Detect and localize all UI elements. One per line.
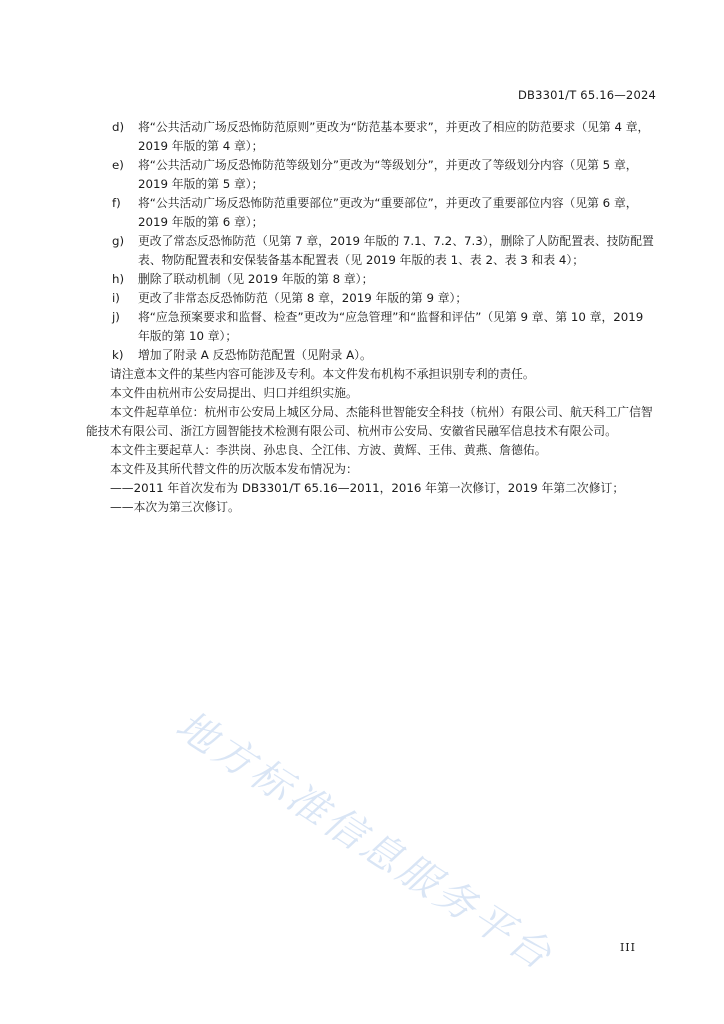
drafting-units: 本文件起草单位：杭州市公安局上城区分局、杰能科世智能安全科技（杭州）有限公司、航天科工广信智能技术有限公司、浙江方圆智能技术检测有限公司、杭州市公安局、安徽省民融军信息技术有限公司。	[86, 405, 653, 438]
item-label: k)	[112, 348, 124, 362]
item-text: 将“应急预案要求和监督、检查”更改为“应急管理”和“监督和评估”（见第 9 章、第 10 章，2019 年版的第 10 章）；	[138, 310, 644, 343]
item-text: 将“公共活动广场反恐怖防范原则”更改为“防范基本要求”，并更改了相应的防范要求（见第 4 章，2019 年版的第 4 章）；	[138, 120, 650, 153]
document-id: DB3301/T 65.16—2024	[517, 88, 656, 102]
item-label: i)	[112, 291, 120, 305]
list-item	[86, 346, 658, 365]
history-item: ——2011 年首次发布为 DB3301/T 65.16—2011，2016 年第一次修订，2019 年第二次修订；	[110, 481, 625, 495]
item-text: 更改了非常态反恐怖防范（见第 8 章，2019 年版的第 9 章）；	[138, 291, 468, 305]
drafters: 本文件主要起草人：李洪岗、孙忠良、仝江伟、方波、黄辉、王伟、黄燕、詹德佑。	[110, 443, 547, 457]
list-item	[86, 289, 658, 308]
document-body	[86, 118, 658, 517]
item-text: 将“公共活动广场反恐怖防范等级划分”更改为“等级划分”，并更改了等级划分内容（见第 5 章，2019 年版的第 5 章）；	[138, 158, 638, 191]
item-text: 删除了联动机制（见 2019 年版的第 8 章）；	[138, 272, 374, 286]
watermark: 地方标准信息服务平台	[167, 702, 562, 981]
history-intro: 本文件及其所代替文件的历次版本发布情况为：	[110, 462, 358, 476]
list-item	[86, 308, 658, 346]
item-label: h)	[112, 272, 125, 286]
item-label: d)	[112, 120, 125, 134]
patent-notice: 请注意本文件的某些内容可能涉及专利。本文件发布机构不承担识别专利的责任。	[110, 367, 535, 381]
item-label: f)	[112, 196, 121, 210]
item-label: j)	[112, 310, 120, 324]
proposer-statement: 本文件由杭州市公安局提出、归口并组织实施。	[110, 386, 358, 400]
history-item: ——本次为第三次修订。	[110, 500, 240, 514]
list-item	[86, 156, 658, 194]
list-item	[86, 270, 658, 289]
page-number: III	[619, 941, 636, 954]
item-text: 更改了常态反恐怖防范（见第 7 章，2019 年版的 7.1、7.2、7.3），删除了人防配置表、技防配置表、物防配置表和安保装备基本配置表（见 2019 年版的表 1、表 2、表 3 和表 4）；	[138, 234, 654, 267]
item-text: 增加了附录 A 反恐怖防范配置（见附录 A）。	[138, 348, 372, 362]
item-label: e)	[112, 158, 124, 172]
list-item	[86, 194, 658, 232]
item-label: g)	[112, 234, 125, 248]
item-text: 将“公共活动广场反恐怖防范重要部位”更改为“重要部位”，并更改了重要部位内容（见第 6 章，2019 年版的第 6 章）；	[138, 196, 638, 229]
list-item	[86, 118, 658, 156]
list-item	[86, 232, 658, 270]
